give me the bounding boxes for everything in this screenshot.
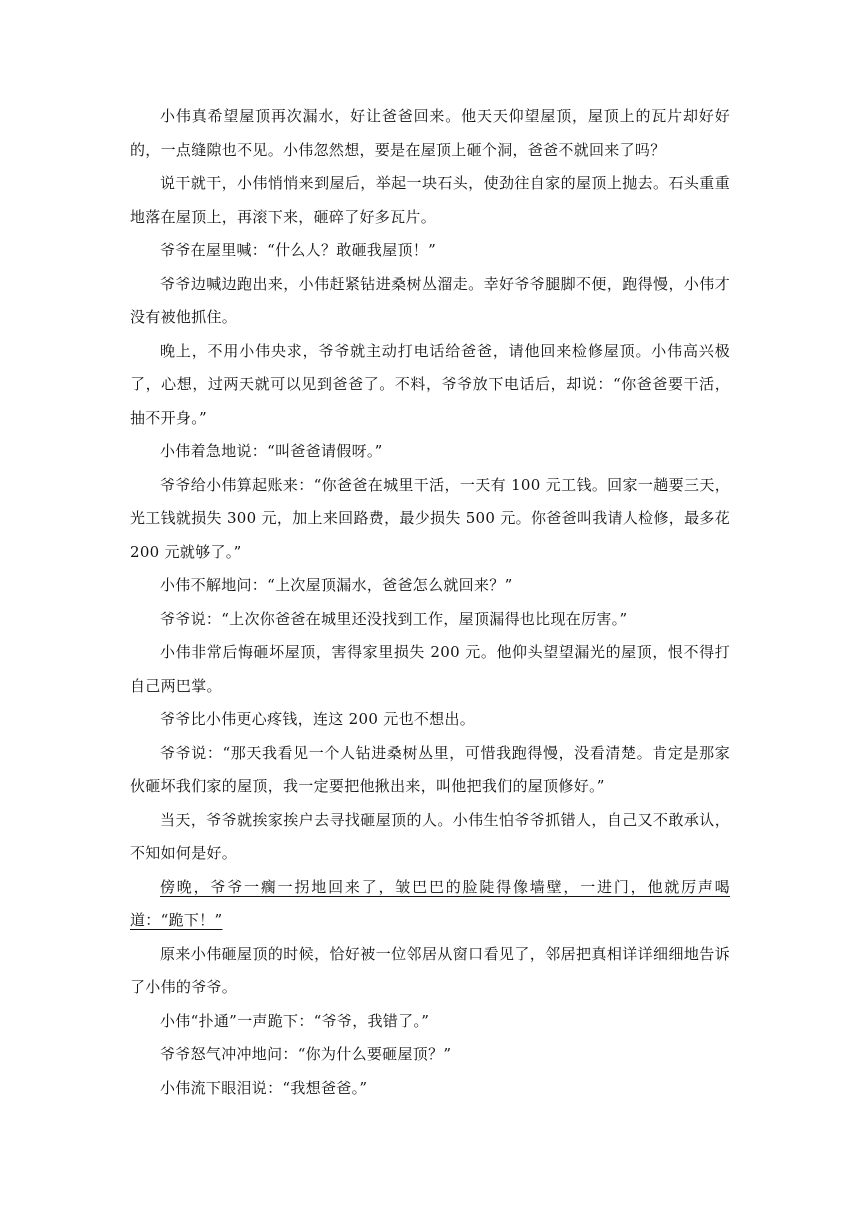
document-page <box>130 100 730 1105</box>
paragraph: 小伟流下眼泪说：“我想爸爸。” <box>160 1078 368 1097</box>
paragraph: 爷爷比小伟更心疼钱，连这 200 元也不想出。 <box>160 710 476 728</box>
paragraph: 爷爷边喊边跑出来，小伟赶紧钻进桑树丛溜走。幸好爷爷腿脚不便，跑得慢，小伟才没有被他抓住。 <box>130 274 730 326</box>
paragraph: 小伟“扑通”一声跪下：“爷爷，我错了。” <box>160 1011 430 1030</box>
paragraph: 爷爷在屋里喊：“什么人？敢砸我屋顶！” <box>160 241 437 259</box>
paragraph: 晚上，不用小伟央求，爷爷就主动打电话给爸爸，请他回来检修屋顶。小伟高兴极了，心想，过两天就可以见到爸爸了。不料，爷爷放下电话后，却说：“你爸爸要干活，抽不开身。” <box>130 341 730 427</box>
paragraph: 原来小伟砸屋顶的时候，恰好被一位邻居从窗口看见了，邻居把真相详详细细地告诉了小伟的爷爷。 <box>130 944 730 996</box>
paragraph: 小伟不解地问：“上次屋顶漏水，爸爸怎么就回来？” <box>160 576 513 594</box>
paragraph: 爷爷说：“上次你爸爸在城里还没找到工作，屋顶漏得也比现在厉害。” <box>160 609 628 628</box>
paragraph: 爷爷怒气冲冲地问：“你为什么要砸屋顶？” <box>160 1045 452 1063</box>
paragraph: 爷爷说：“那天我看见一个人钻进桑树丛里，可惜我跑得慢，没看清楚。肯定是那家伙砸坏我们家的屋顶，我一定要把他揪出来，叫他把我们的屋顶修好。” <box>130 743 730 795</box>
paragraph: 爷爷给小伟算起账来：“你爸爸在城里干活，一天有 100 元工钱。回家一趟要三天，光工钱就损失 300 元，加上来回路费，最少损失 500 元。你爸爸叫我请人检修，最多花 200 元就够了。” <box>130 475 730 561</box>
paragraph-underlined: 傍晚，爷爷一瘸一拐地回来了，皱巴巴的脸陡得像墙壁，一进门，他就厉声喝道：“跪下！” <box>130 877 730 929</box>
paragraph: 当天，爷爷就挨家挨户去寻找砸屋顶的人。小伟生怕爷爷抓错人，自己又不敢承认，不知如何是好。 <box>130 810 730 862</box>
paragraph: 小伟着急地说：“叫爸爸请假呀。” <box>160 442 383 460</box>
paragraph: 说干就干，小伟悄悄来到屋后，举起一块石头，使劲往自家的屋顶上抛去。石头重重地落在屋顶上，再滚下来，砸碎了好多瓦片。 <box>130 174 730 226</box>
paragraph: 小伟非常后悔砸坏屋顶，害得家里损失 200 元。他仰头望望漏光的屋顶，恨不得打自己两巴掌。 <box>130 643 730 695</box>
paragraph: 小伟真希望屋顶再次漏水，好让爸爸回来。他天天仰望屋顶，屋顶上的瓦片却好好的，一点缝隙也不见。小伟忽然想，要是在屋顶上砸个洞，爸爸不就回来了吗？ <box>130 107 730 159</box>
